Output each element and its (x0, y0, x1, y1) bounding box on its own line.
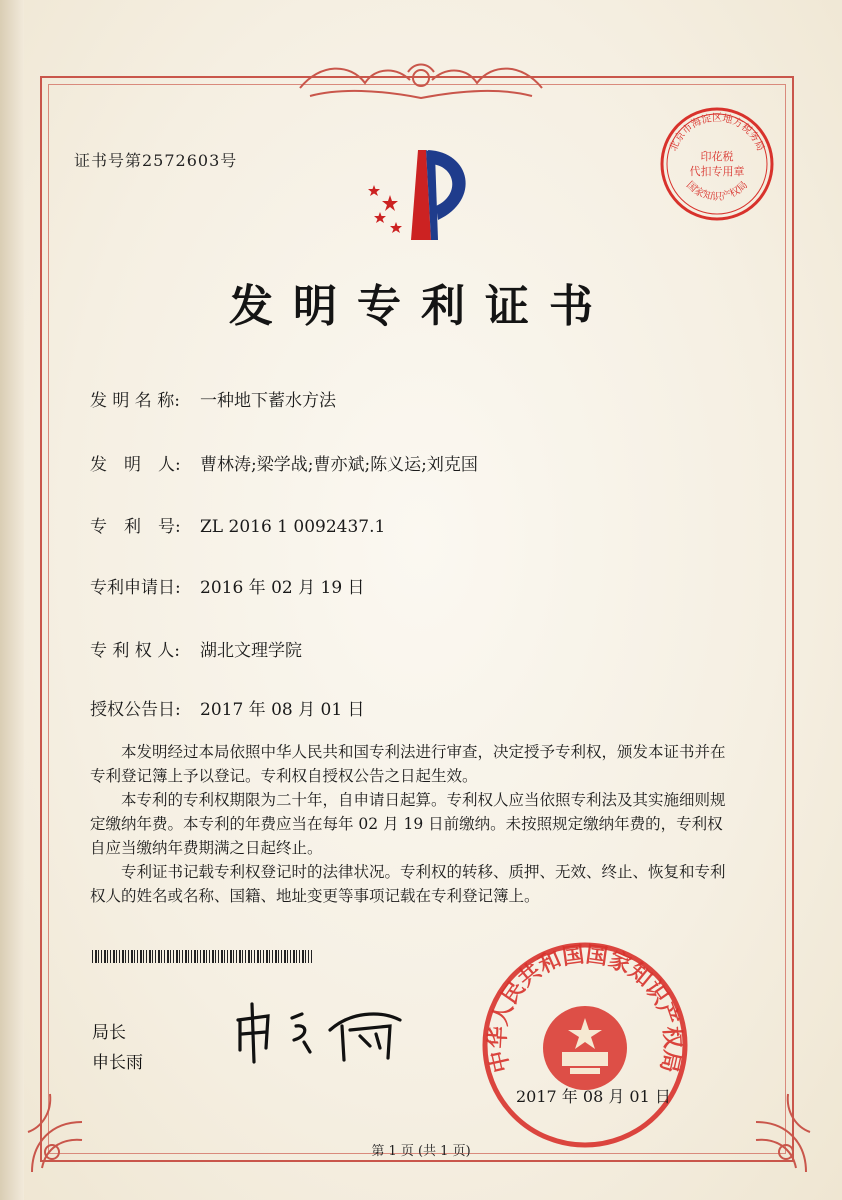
field-patentee (90, 636, 302, 661)
body-paragraph-2: 本专利的专利权期限为二十年，自申请日起算。专利权人应当依照专利法及其实施细则规定缴纳年费。本专利的年费应当在每年 02 月 19 日前缴纳。未按照规定缴纳年费的，专利权自应当缴纳年费期满之日起终止。 (90, 791, 726, 857)
field-invention-name (90, 386, 336, 411)
svg-text:中华人民共和国国家知识产权局: 中华人民共和国国家知识产权局 (485, 942, 685, 1075)
field-label: 发 明 人: (90, 455, 181, 475)
top-ornament-icon (290, 58, 552, 106)
page-binding-shadow (0, 0, 24, 1200)
corner-ornament-bottom-left-icon (22, 1082, 118, 1178)
body-paragraph-3: 专利证书记载专利权登记时的法律状况。专利权的转移、质押、无效、终止、恢复和专利权人的姓名或名称、国籍、地址变更等事项记载在专利登记簿上。 (90, 863, 726, 905)
field-value: 一种地下蓄水方法 (200, 391, 336, 411)
field-value: 曹林涛;梁学战;曹亦斌;陈义运;刘克国 (200, 455, 478, 475)
svg-text:代扣专用章: 代扣专用章 (689, 165, 745, 178)
patent-office-logo-icon (356, 140, 486, 250)
field-application-date (90, 573, 365, 598)
certificate-number: 证书号第2572603号 (74, 151, 238, 170)
field-patent-number (90, 512, 385, 537)
corner-ornament-bottom-right-icon (720, 1082, 816, 1178)
field-label: 授权公告日: (90, 700, 181, 720)
field-value: 湖北文理学院 (200, 641, 302, 661)
field-value: 2016 年 02 月 19 日 (200, 578, 365, 598)
director-title: 局长 (92, 1023, 126, 1043)
page-title: 发明专利证书 (229, 281, 613, 332)
body-paragraph-1: 本发明经过本局依照中华人民共和国专利法进行审查，决定授予专利权，颁发本证书并在专利登记簿上予以登记。专利权自授权公告之日起生效。 (90, 743, 726, 785)
field-label: 发 明 名 称: (90, 391, 180, 411)
body-text (90, 740, 730, 908)
svg-text:北京市海淀区地方税务局: 北京市海淀区地方税务局 (668, 113, 766, 153)
tax-stamp-icon (658, 105, 776, 223)
svg-text:印花税: 印花税 (700, 150, 734, 163)
barcode (92, 950, 312, 963)
field-label: 专 利 权 人: (90, 641, 180, 661)
field-inventors (90, 450, 478, 475)
field-label: 专利申请日: (90, 578, 181, 598)
director-name: 申长雨 (92, 1053, 143, 1073)
field-grant-date (90, 695, 365, 720)
field-value: ZL 2016 1 0092437.1 (200, 517, 386, 537)
svg-text:国家知识产权局: 国家知识产权局 (683, 179, 751, 203)
official-seal-icon (480, 940, 690, 1150)
seal-date: 2017 年 08 月 01 日 (516, 1087, 671, 1106)
director-signature (230, 990, 420, 1070)
field-label: 专 利 号: (90, 517, 181, 537)
page-number: 第 1 页 (共 1 页) (371, 1144, 471, 1159)
field-value: 2017 年 08 月 01 日 (200, 700, 365, 720)
